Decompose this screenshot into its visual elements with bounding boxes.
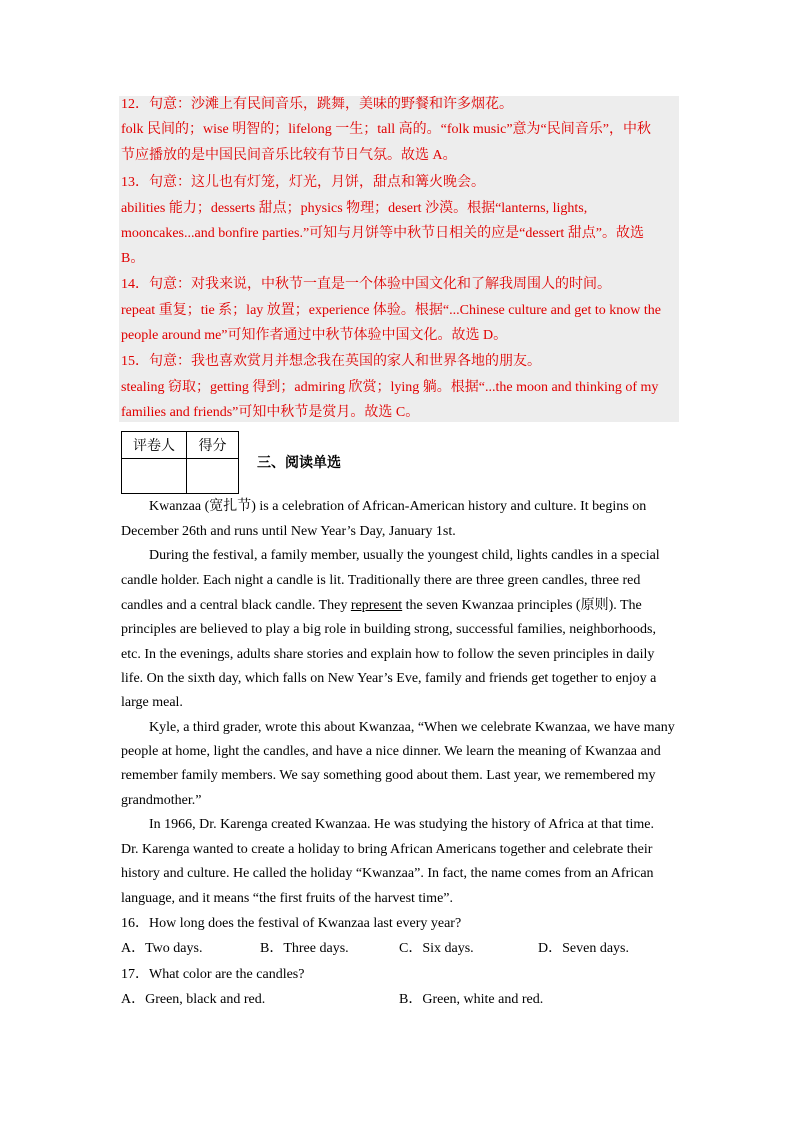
q17-option-a[interactable]: A．Green, black and red. bbox=[121, 992, 266, 1007]
answer-line: stealing 窃取；getting 得到；admiring 欣赏；lying 躺。根据“...the moon and thinking of my bbox=[121, 380, 659, 395]
score-cell bbox=[187, 459, 239, 494]
answer-line: families and friends”可知中秋节是赏月。故选 C。 bbox=[121, 405, 420, 420]
passage-line: Dr. Karenga wanted to create a holiday to bring African Americans together and celebrate their bbox=[121, 842, 653, 857]
underlined-word: represent bbox=[350, 598, 403, 613]
passage-line: December 26th and runs until New Year’s Day, January 1st. bbox=[121, 524, 456, 539]
answer-line: 节应播放的是中国民间音乐比较有节日气氛。故选 A。 bbox=[121, 148, 457, 163]
answer-line: 13．句意：这儿也有灯笼，灯光，月饼，甜点和篝火晚会。 bbox=[121, 175, 485, 190]
q17-option-b[interactable]: B．Green, white and red. bbox=[399, 992, 544, 1007]
q16-option-b[interactable]: B．Three days. bbox=[260, 941, 349, 956]
passage-line: principles are believed to play a big role in building strong, successful families, neighborhoods, bbox=[121, 622, 656, 637]
answer-line: mooncakes...and bonfire parties.”可知与月饼等中秋节日相关的应是“dessert 甜点”。故选 bbox=[121, 226, 644, 241]
passage-line: remember family members. We say something good about them. Last year, we remembered my bbox=[121, 768, 656, 783]
q16-option-a[interactable]: A．Two days. bbox=[121, 941, 203, 956]
passage-text: the seven Kwanzaa principles (原则). The bbox=[402, 598, 642, 613]
answer-line: B。 bbox=[121, 251, 145, 266]
passage-line bbox=[121, 597, 642, 615]
passage-line: history and culture. He called the holiday “Kwanzaa”. In fact, the name comes from an African bbox=[121, 866, 654, 881]
q16-option-d[interactable]: D．Seven days. bbox=[538, 941, 629, 956]
answer-line: repeat 重复；tie 系；lay 放置；experience 体验。根据“...Chinese culture and get to know the bbox=[121, 303, 662, 318]
score-table bbox=[121, 431, 239, 494]
answer-explanation-box bbox=[119, 96, 679, 422]
answer-line: folk 民间的；wise 明智的；lifelong 一生；tall 高的。“folk music”意为“民间音乐”，中秋 bbox=[121, 122, 651, 137]
answer-line: people around me”可知作者通过中秋节体验中国文化。故选 D。 bbox=[121, 328, 508, 343]
passage-line: In 1966, Dr. Karenga created Kwanzaa. He was studying the history of Africa at that time. bbox=[149, 817, 654, 832]
passage-line: Kwanzaa (宽扎节) is a celebration of African-American history and culture. It begins on bbox=[149, 499, 647, 514]
section-title: 三、阅读单选 bbox=[257, 455, 341, 471]
passage-line: people at home, light the candles, and have a nice dinner. We learn the meaning of Kwanzaa and bbox=[121, 744, 661, 759]
question-16-stem: 16．How long does the festival of Kwanzaa last every year? bbox=[121, 916, 462, 931]
question-17-stem: 17．What color are the candles? bbox=[121, 967, 305, 982]
answer-line: 15．句意：我也喜欢赏月并想念我在英国的家人和世界各地的朋友。 bbox=[121, 354, 541, 369]
passage-line: etc. In the evenings, adults share stories and explain how to follow the seven principles in daily bbox=[121, 647, 655, 662]
passage-line: candle holder. Each night a candle is lit. Traditionally there are three green candles, three red bbox=[121, 573, 641, 588]
q16-option-c[interactable]: C．Six days. bbox=[399, 941, 474, 956]
passage-line: grandmother.” bbox=[121, 793, 202, 808]
passage-line: Kyle, a third grader, wrote this about Kwanzaa, “When we celebrate Kwanzaa, we have many bbox=[149, 720, 675, 735]
grader-header: 评卷人 bbox=[122, 432, 187, 459]
answer-line: 14．句意：对我来说，中秋节一直是一个体验中国文化和了解我周围人的时间。 bbox=[121, 277, 611, 292]
passage-line: language, and it means “the first fruits of the harvest time”. bbox=[121, 891, 454, 906]
answer-line: abilities 能力；desserts 甜点；physics 物理；desert 沙漠。根据“lanterns, lights, bbox=[121, 201, 588, 216]
passage-line: large meal. bbox=[121, 695, 183, 710]
passage-line: During the festival, a family member, usually the youngest child, lights candles in a special bbox=[149, 548, 660, 563]
passage-line: life. On the sixth day, which falls on New Year’s Eve, family and friends get together to enjoy a bbox=[121, 671, 657, 686]
grader-cell bbox=[122, 459, 187, 494]
answer-line: 12．句意：沙滩上有民间音乐，跳舞，美味的野餐和许多烟花。 bbox=[121, 97, 513, 112]
score-header: 得分 bbox=[187, 432, 239, 459]
passage-text: candles and a central black candle. They bbox=[121, 598, 351, 613]
